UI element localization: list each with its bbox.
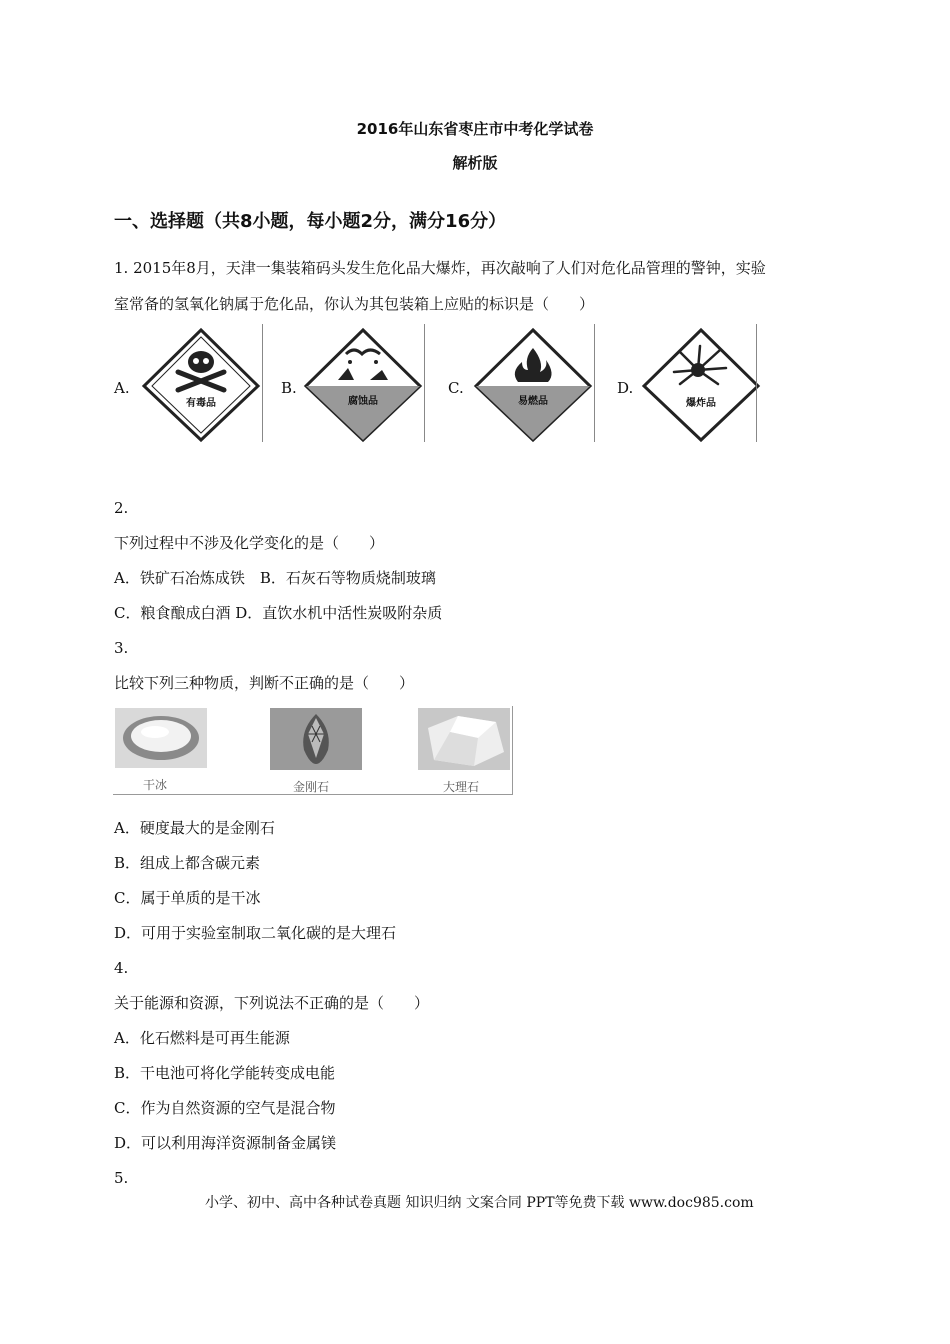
q4-option-a: A．化石燃料是可再生能源 bbox=[114, 1029, 290, 1047]
q2-number: 2. bbox=[114, 499, 129, 517]
q4-stem: 关于能源和资源，下列说法不正确的是（ ） bbox=[114, 994, 430, 1012]
marble-image bbox=[418, 708, 510, 770]
q3-image-strip bbox=[113, 706, 513, 795]
section-heading: 一、选择题（共8小题，每小题2分，满分16分） bbox=[114, 211, 507, 232]
q1-option-c-letter: C. bbox=[448, 379, 464, 397]
q1-option-b-letter: B. bbox=[281, 379, 297, 397]
q4-option-b: B．干电池可将化学能转变成电能 bbox=[114, 1064, 336, 1082]
q1-stem-line1: 1. 2015年8月，天津一集装箱码头发生危化品大爆炸，再次敲响了人们对危化品管理的警钟，实验 bbox=[114, 259, 766, 277]
q1-option-d-sign: 爆炸品 bbox=[686, 398, 716, 409]
divider bbox=[424, 324, 425, 442]
q5-number: 5. bbox=[114, 1169, 129, 1187]
dry-ice-image bbox=[115, 708, 207, 768]
q1-option-c-sign: 易燃品 bbox=[518, 396, 548, 407]
diamond-image bbox=[270, 708, 362, 770]
q1-stem-line2: 室常备的氢氧化钠属于危化品，你认为其包装箱上应贴的标识是（ ） bbox=[114, 295, 595, 313]
explosion-icon bbox=[640, 324, 762, 444]
page-title: 2016年山东省枣庄市中考化学试卷 bbox=[356, 120, 594, 138]
flame-icon bbox=[472, 324, 594, 444]
q3-option-c: C．属于单质的是干冰 bbox=[114, 889, 261, 907]
marble-label: 大理石 bbox=[443, 780, 480, 794]
page-footer: 小学、初中、高中各种试卷真题 知识归纳 文案合同 PPT等免费下载 www.doc985.com bbox=[205, 1195, 754, 1211]
q4-option-d: D．可以利用海洋资源制备金属镁 bbox=[114, 1134, 337, 1152]
page-subtitle: 解析版 bbox=[452, 154, 498, 172]
q2-options-row2: C．粮食酿成白酒 D．直饮水机中活性炭吸附杂质 bbox=[114, 604, 443, 622]
q3-option-d: D．可用于实验室制取二氧化碳的是大理石 bbox=[114, 924, 397, 942]
diamond-label: 金刚石 bbox=[293, 780, 330, 794]
dry-ice-label: 干冰 bbox=[143, 778, 168, 792]
q1-option-a-sign: 有毒品 bbox=[186, 398, 216, 409]
q1-option-b-sign: 腐蚀品 bbox=[348, 396, 378, 407]
q2-options-row1: A．铁矿石冶炼成铁 B．石灰石等物质烧制玻璃 bbox=[114, 569, 436, 587]
q1-option-a-letter: A. bbox=[114, 379, 130, 397]
q2-stem: 下列过程中不涉及化学变化的是（ ） bbox=[114, 534, 385, 552]
q4-option-c: C．作为自然资源的空气是混合物 bbox=[114, 1099, 336, 1117]
q1-option-d-letter: D. bbox=[617, 379, 634, 397]
q4-number: 4. bbox=[114, 959, 129, 977]
divider bbox=[594, 324, 595, 442]
q3-number: 3. bbox=[114, 639, 129, 657]
q3-option-b: B．组成上都含碳元素 bbox=[114, 854, 261, 872]
divider bbox=[756, 324, 757, 442]
skull-crossbones-icon bbox=[140, 324, 262, 444]
q3-option-a: A．硬度最大的是金刚石 bbox=[114, 819, 275, 837]
q3-stem: 比较下列三种物质，判断不正确的是（ ） bbox=[114, 674, 415, 692]
corrosive-icon bbox=[302, 324, 424, 444]
divider bbox=[262, 324, 263, 442]
